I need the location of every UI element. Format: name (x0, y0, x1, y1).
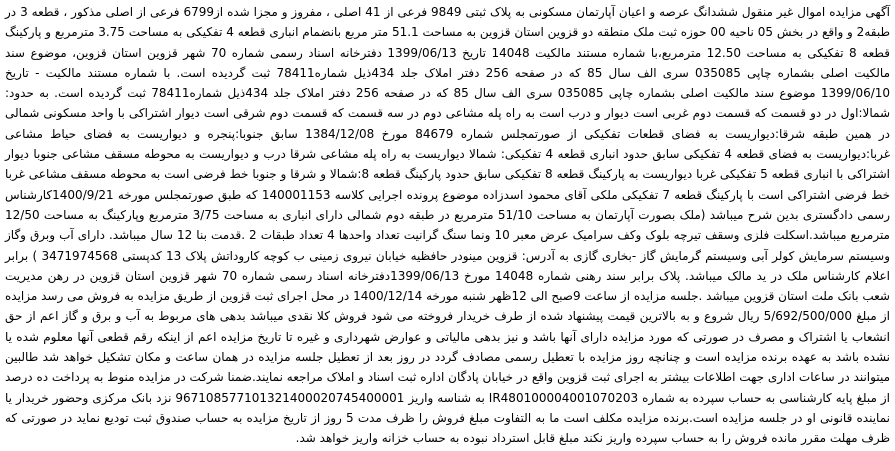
auction-notice-text: آگهی مزایده اموال غیر منقول ششدانگ عرصه و اعیان آپارتمان مسکونی به پلاک ثبتی 9849 فرعی از 41 اصلی ، مفروز و مجزا شده از6799 فرعی از اصلی مذکور ، قطعه 3 در طبقه2 و واقع در بخش 05 ناحیه 00 حوزه ثبت ملک منطقه دو قزوین استان قزوین به مساحت 51.1 متر مربع بانضمام انباری قطعه 4 تفکیکی به مساحت 3.75 مترمربع و پارکینگ قطعه 8 تفکیکی به مساحت 12.50 مترمربع،با شماره مستند مالکیت 14048 تاریخ 1399/06/13 دفترخانه اسناد رسمی شماره 70 شهر قزوین استان قزوین، موضوع سند مالکیت اصلی بشماره چاپی 035085 سری الف سال 85 که در صفحه 256 دفتر املاک جلد 434ذیل شماره78411 ثبت گردیده است. با شماره مستند مالکیت - تاریخ 1399/06/10 موضوع سند مالکیت اصلی بشماره چاپی 035085 سری الف سال 85 که در صفحه 256 دفتر املاک جلد 434ذیل شماره78411 ثبت گردیده است. به حدود: شمالا:اول در دو قسمت که قسمت دوم غربی است دیوار و درب است به راه پله مشاعی دوم در سه قسمت که قسمت دوم شرقی است دیوار اشتراکی با واحد مسکونی شمالی در همین طبقه شرقا:دیواریست به فضای قطعات تفکیکی از صورتمجلس شماره 84679 مورخ 1384/12/08 سابق جنوبا:پنجره و دیواریست به فضای حیاط مشاعی غربا:دیواریست به فضای قطعه 4 تفکیکی سابق حدود انباری قطعه 4 تفکیکی: شمالا دیواریست به راه پله مشاعی شرقا درب و دیواریست به محوطه مسقف مشاعی جنوبا دیوار اشتراکی با انباری قطعه 5 تفکیکی غربا دیواریست به پارکینگ قطعه 8 تفکیکی سابق حدود پارکینگ قطعه 8:شمالا و شرقا و جنوبا خط فرضی است به محوطه مسقف مشاعی غربا خط فرضی اشتراکی است با پارکینگ قطعه 7 تفکیکی ملکی آقای محمود اسدزاده موضوع پرونده اجرایی کلاسه 140001153 که طبق صورتمجلس مورخه 1400/9/21کارشناس رسمی دادگستری بدین شرح میباشد (ملک بصورت آپارتمان به مساحت 51/10 مترمربع در طبقه دوم شمالی دارای انباری به مساحت 3/75 مترمربع وپارکینگ به مساحت 12/50 مترمربع میباشد.اسکلت فلزی وسقف تیرچه بلوک وکف سرامیک عرض معبر 10 ونما سنگ گرانیت تعداد واحدها 4 تعداد طبقات 2 .قدمت بنا 12 سال میباشد. دارای آب وبرق وگاز وسیستم سرمایش کولر آبی وسیستم گرمایش گاز -بخاری گازی به آدرس: قزوین مینودر حافظیه خیابان نیروی زمینی ب کوچه کاروداتش پلاک 13 کدپستی 3471974568 ) برابر اعلام کارشناس ملک در ید مالک میباشد. پلاک برابر سند رهنی شماره 14048 مورخ 1399/06/13دفترخانه اسناد رسمی شماره 70 شهر قزوین استان قزوین در رهن مدیریت شعب بانک ملت استان قزوین میباشد .جلسه مزایده از ساعت 9صبح الی 12ظهر شنبه مورخه 1400/12/14 در محل اجرای ثبت قزوین از طریق مزایده به فروش می رسد مزایده از مبلغ 5/692/500/000 ریال شروع و به بالاترین قیمت پیشنهاد شده از طرف خریدار فروخته می شود فروش کلا نقدی میباشد بدهی های مربوط به آب و برق و گاز اعم از حق انشعاب یا اشتراک و مصرف در صورتی که مورد مزایده دارای آنها باشد و نیز بدهی مالیاتی و عوارض شهرداری و غیره تا تاریخ مزایده اعم از اینکه رقم قطعی آنها معلوم شده یا نشده باشد به عهده برنده مزایده است و چنانچه روز مزایده با تعطیل رسمی مصادف گردد در روز بعد از تعطیل جلسه مزایده در همان ساعت و مکان تشکیل خواهد شد طالبین میتوانند در ساعات اداری جهت اطلاعات بیشتر به اجرای ثبت قزوین واقع در خیابان پادگان اداره ثبت اسناد و املاک مراجعه نمایند.ضمنا شرکت در مزایده منوط به پرداخت ده درصد از مبلغ پایه کارشناسی به حساب سپرده به شماره IR480100004001070203 به شناسه واریز 967108577101321400020745400001 نزد بانک مرکزی وحضور خریدار یا نماینده قانونی او در جلسه مزایده است.برنده مزایده مکلف است ما به التفاوت مبلغ فروش را ظرف مدت 5 روز از تاریخ مزایده به حساب صندوق ثبت تودیع نماید در صورتی که ظرف مهلت مقرر مانده فروش را به حساب سپرده واریز نکند مبلغ قابل استرداد نبوده به حساب خزانه واریز خواهد شد. (5, 5, 891, 446)
